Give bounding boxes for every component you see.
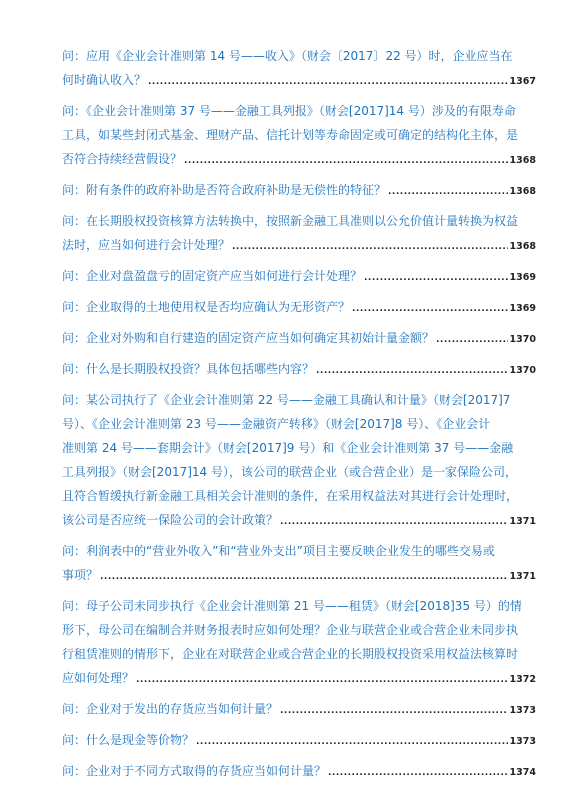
page-number: 1372 [509, 674, 536, 685]
toc-entry-last-line [62, 147, 536, 173]
toc-entry-last-line [62, 326, 536, 352]
toc-entry[interactable] [62, 697, 536, 723]
toc-entry-last-line [62, 666, 536, 692]
toc-entry-last-line [62, 68, 536, 94]
toc-entry-last-line [62, 178, 536, 204]
toc-entry-line: 准则第 24 号——套期会计》（财会[2017]9 号）和《企业会计准则第 37 号——金融 [62, 441, 514, 455]
toc-entry[interactable] [62, 178, 536, 204]
toc-entry-line: 问：母子公司未同步执行《企业会计准则第 21 号——租赁》（财会[2018]35 号）的情 [62, 599, 522, 613]
page-number: 1367 [509, 76, 536, 87]
page-number: 1368 [509, 155, 536, 166]
toc-entry-line: 问：《企业会计准则第 37 号——金融工具列报》（财会[2017]14 号）涉及的有限寿命 [62, 104, 516, 118]
toc-entry-title-end: 问：附有条件的政府补助是否符合政府补助是无偿性的特征？ [62, 183, 387, 197]
page-number: 1373 [509, 705, 536, 716]
toc-entry-title-end: 法时，应当如何进行会计处理？ [62, 238, 231, 252]
dot-leader [148, 70, 508, 94]
toc-entry-line: 号）、《企业会计准则第 23 号——金融资产转移》（财会[2017]8 号）、《企业会计 [62, 417, 491, 431]
toc-entry-title-end: 问：企业对盘盈盘亏的固定资产应当如何进行会计处理？ [62, 269, 363, 283]
dot-leader [136, 668, 508, 692]
toc-entry-title-end: 事项？ [62, 568, 99, 582]
toc-entry-last-line [62, 233, 536, 259]
toc-entry[interactable] [62, 594, 536, 692]
toc-entry-title-end: 问：企业对于发出的存货应当如何计量？ [62, 702, 279, 716]
toc-entry-title-end: 该公司是否应统一保险公司的会计政策？ [62, 513, 279, 527]
dot-leader [388, 180, 508, 204]
toc-entry-title-end: 问：什么是长期股权投资？具体包括哪些内容？ [62, 362, 315, 376]
page-number: 1368 [509, 186, 536, 197]
dot-leader [100, 565, 508, 589]
toc-entry-last-line [62, 508, 536, 534]
toc-entry-line: 问：在长期股权投资核算方法转换中，按照新金融工具准则以公允价值计量转换为权益 [62, 214, 519, 228]
toc-entry[interactable] [62, 99, 536, 173]
page-number: 1370 [509, 334, 536, 345]
page-number: 1373 [509, 736, 536, 747]
toc-entry-title-end: 问：什么是现金等价物？ [62, 733, 195, 747]
page-number: 1374 [509, 767, 536, 778]
toc-entry[interactable] [62, 326, 536, 352]
toc-entry-title-end: 何时确认收入？ [62, 73, 147, 87]
toc-entry[interactable] [62, 759, 536, 785]
page-number: 1369 [509, 303, 536, 314]
toc-entry-title-end: 问：企业对于不同方式取得的存货应当如何计量？ [62, 764, 327, 778]
toc-entry-last-line [62, 357, 536, 383]
page-number: 1368 [509, 241, 536, 252]
dot-leader [280, 699, 508, 723]
toc-entry-last-line [62, 759, 536, 785]
toc-entry-last-line [62, 563, 536, 589]
toc-entry[interactable] [62, 264, 536, 290]
toc-entry[interactable] [62, 295, 536, 321]
dot-leader [280, 510, 508, 534]
dot-leader [232, 235, 508, 259]
toc-entry-line: 问：利润表中的“营业外收入”和“营业外支出”项目主要反映企业发生的哪些交易或 [62, 544, 495, 558]
toc-entry-last-line [62, 264, 536, 290]
toc-entry-line: 问：应用《企业会计准则第 14 号——收入》（财会〔2017〕22 号）时，企业应当在 [62, 49, 513, 63]
toc-entry-line: 形下，母公司在编制合并财务报表时应如何处理？企业与联营企业或合营企业未同步执 [62, 623, 519, 637]
toc-entry-title-end: 问：企业对外购和自行建造的固定资产应当如何确定其初始计量金额？ [62, 331, 435, 345]
page-number: 1369 [509, 272, 536, 283]
toc-entry-line: 问：某公司执行了《企业会计准则第 22 号——金融工具确认和计量》（财会[2017]7 [62, 393, 511, 407]
toc-entry[interactable] [62, 728, 536, 754]
toc-entry-last-line [62, 295, 536, 321]
toc-entry[interactable] [62, 44, 536, 94]
dot-leader [316, 359, 508, 383]
toc-entry-line: 且符合暂缓执行新金融工具相关会计准则的条件，在采用权益法对其进行会计处理时， [62, 489, 519, 503]
page-number: 1371 [509, 516, 536, 527]
page-number: 1371 [509, 571, 536, 582]
dot-leader [328, 761, 508, 785]
dot-leader [352, 297, 508, 321]
toc-entry-last-line [62, 728, 536, 754]
table-of-contents [62, 44, 536, 790]
toc-entry[interactable] [62, 209, 536, 259]
toc-entry-title-end: 问：企业取得的土地使用权是否均应确认为无形资产？ [62, 300, 351, 314]
dot-leader [184, 149, 508, 173]
toc-entry[interactable] [62, 539, 536, 589]
dot-leader [436, 328, 508, 352]
toc-entry-line: 工具列报》（财会[2017]14 号），该公司的联营企业（或合营企业）是一家保险公司， [62, 465, 517, 479]
dot-leader [364, 266, 508, 290]
toc-entry-line: 工具，如某些封闭式基金、理财产品、信托计划等寿命固定或可确定的结构化主体，是 [62, 128, 519, 142]
toc-entry[interactable] [62, 388, 536, 534]
toc-entry-title-end: 否符合持续经营假设？ [62, 152, 183, 166]
page-number: 1370 [509, 365, 536, 376]
toc-entry-line: 行租赁准则的情形下，企业在对联营企业或合营企业的长期股权投资采用权益法核算时 [62, 647, 519, 661]
toc-entry[interactable] [62, 357, 536, 383]
toc-entry-last-line [62, 697, 536, 723]
dot-leader [196, 730, 508, 754]
toc-entry-title-end: 应如何处理？ [62, 671, 135, 685]
